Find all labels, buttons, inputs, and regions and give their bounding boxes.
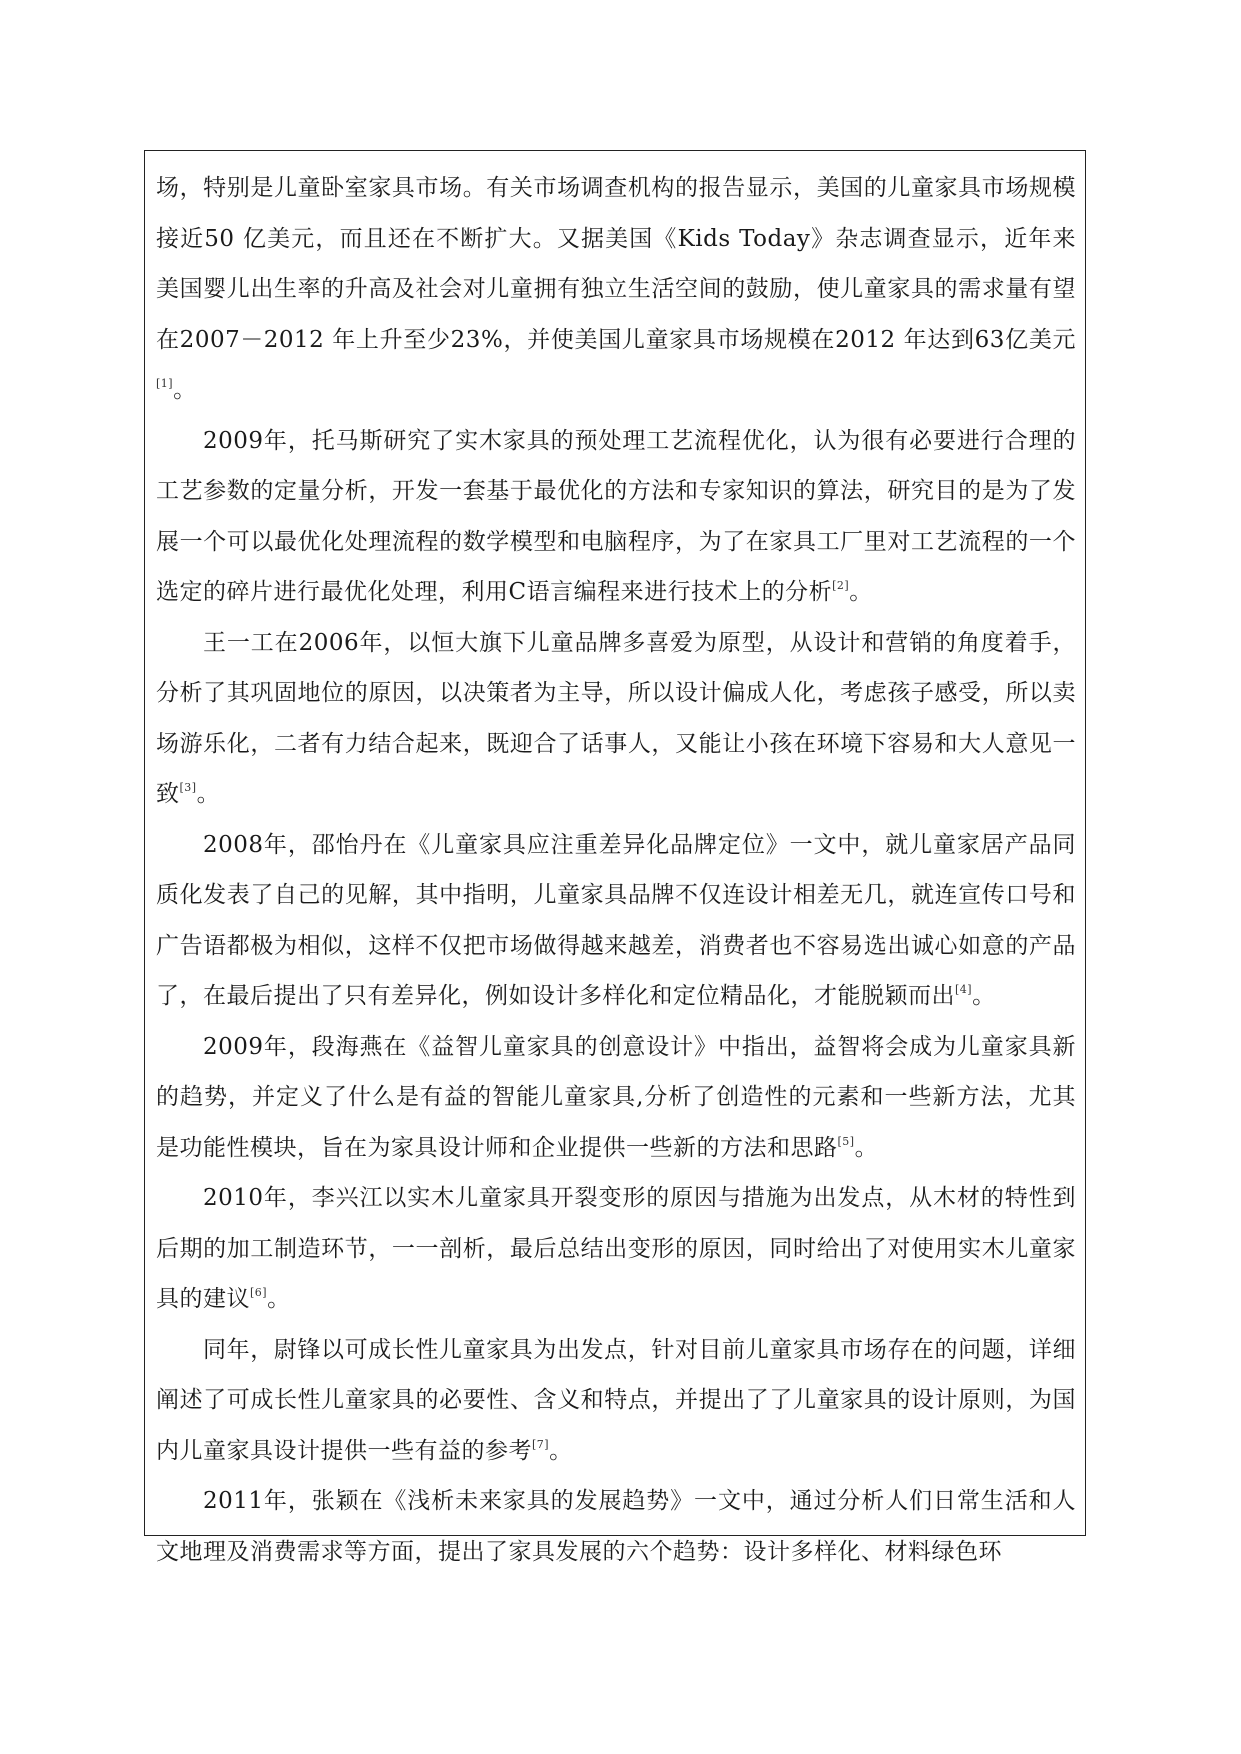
paragraph-text: 2008年，邵怡丹在《儿童家具应注重差异化品牌定位》一文中，就儿童家居产品同质化发表了自己的见解，其中指明，儿童家具品牌不仅连设计相差无几，就连宣传口号和广告语都极为相似，这样不仅把市场做得越来越差，消费者也不容易选出诚心如意的产品了，在最后提出了只有差异化，例如设计多样化和定位精品化，才能脱颖而出 [156, 831, 1076, 1009]
paragraph-text: 2009年，段海燕在《益智儿童家具的创意设计》中指出，益智将会成为儿童家具新的趋势，并定义了什么是有益的智能儿童家具,分析了创造性的元素和一些新方法，尤其是功能性模块，旨在为家具设计师和企业提供一些新的方法和思路 [156, 1033, 1076, 1161]
paragraph-text: 王一工在2006年，以恒大旗下儿童品牌多喜爱为原型，从设计和营销的角度着手，分析了其巩固地位的原因，以决策者为主导，所以设计偏成人化，考虑孩子感受，所以卖场游乐化，二者有力结合起来，既迎合了话事人，又能让小孩在环境下容易和大人意见一致 [156, 629, 1076, 807]
paragraph-4 [156, 820, 1076, 1022]
paragraph-3 [156, 618, 1076, 820]
paragraph-text: 场，特别是儿童卧室家具市场。有关市场调查机构的报告显示，美国的儿童家具市场规模接近50 亿美元，而且还在不断扩大。又据美国《Kids Today》杂志调查显示，近年来美国婴儿出生率的升高及社会对儿童拥有独立生活空间的鼓励，使儿童家具的需求量有望在2007－2012 年上升至少23%，并使美国儿童家具市场规模在2012 年达到63亿美元 [156, 175, 1076, 353]
paragraph-end: 。 [549, 1437, 573, 1464]
paragraph-6 [156, 1173, 1076, 1325]
citation-ref: [4] [955, 983, 973, 996]
paragraph-text: 2009年，托马斯研究了实木家具的预处理工艺流程优化，认为很有必要进行合理的工艺参数的定量分析，开发一套基于最优化的方法和专家知识的算法，研究目的是为了发展一个可以最优化处理流程的数学模型和电脑程序，为了在家具工厂里对工艺流程的一个选定的碎片进行最优化处理，利用C语言编程来进行技术上的分析 [156, 427, 1076, 605]
paragraph-2 [156, 416, 1076, 618]
paragraph-8 [156, 1476, 1076, 1577]
paragraph-end: 。 [849, 579, 873, 605]
citation-ref: [7] [532, 1437, 550, 1451]
citation-ref: [3] [179, 781, 197, 794]
paragraph-text: 2011年，张颖在《浅析未来家具的发展趋势》一文中，通过分析人们日常生活和人文地理及消费需求等方面，提出了家具发展的六个趋势：设计多样化、材料绿色环 [156, 1488, 1076, 1565]
paragraph-end: 。 [267, 1286, 291, 1312]
document-frame [144, 150, 1086, 1565]
citation-ref: [5] [837, 1134, 855, 1148]
paragraph-text: 2010年，李兴江以实木儿童家具开裂变形的原因与措施为出发点，从木材的特性到后期的加工制造环节，一一剖析，最后总结出变形的原因，同时给出了对使用实木儿童家具的建议 [156, 1185, 1076, 1312]
paragraph-1 [156, 163, 1076, 416]
paragraph-end: 。 [972, 983, 996, 1009]
paragraph-end: 。 [196, 781, 221, 807]
paragraph-7 [156, 1325, 1076, 1477]
document-body [156, 163, 1076, 1577]
paragraph-end: 。 [173, 377, 197, 403]
citation-ref: [6] [250, 1286, 268, 1299]
citation-ref: [1] [156, 377, 174, 390]
paragraph-end: 。 [854, 1134, 879, 1161]
citation-ref: [2] [832, 579, 850, 592]
paragraph-5 [156, 1022, 1076, 1174]
paragraph-text: 同年，尉锋以可成长性儿童家具为出发点，针对目前儿童家具市场存在的问题，详细阐述了可成长性儿童家具的必要性、含义和特点，并提出了了儿童家具的设计原则，为国内儿童家具设计提供一些有益的参考 [156, 1336, 1076, 1464]
